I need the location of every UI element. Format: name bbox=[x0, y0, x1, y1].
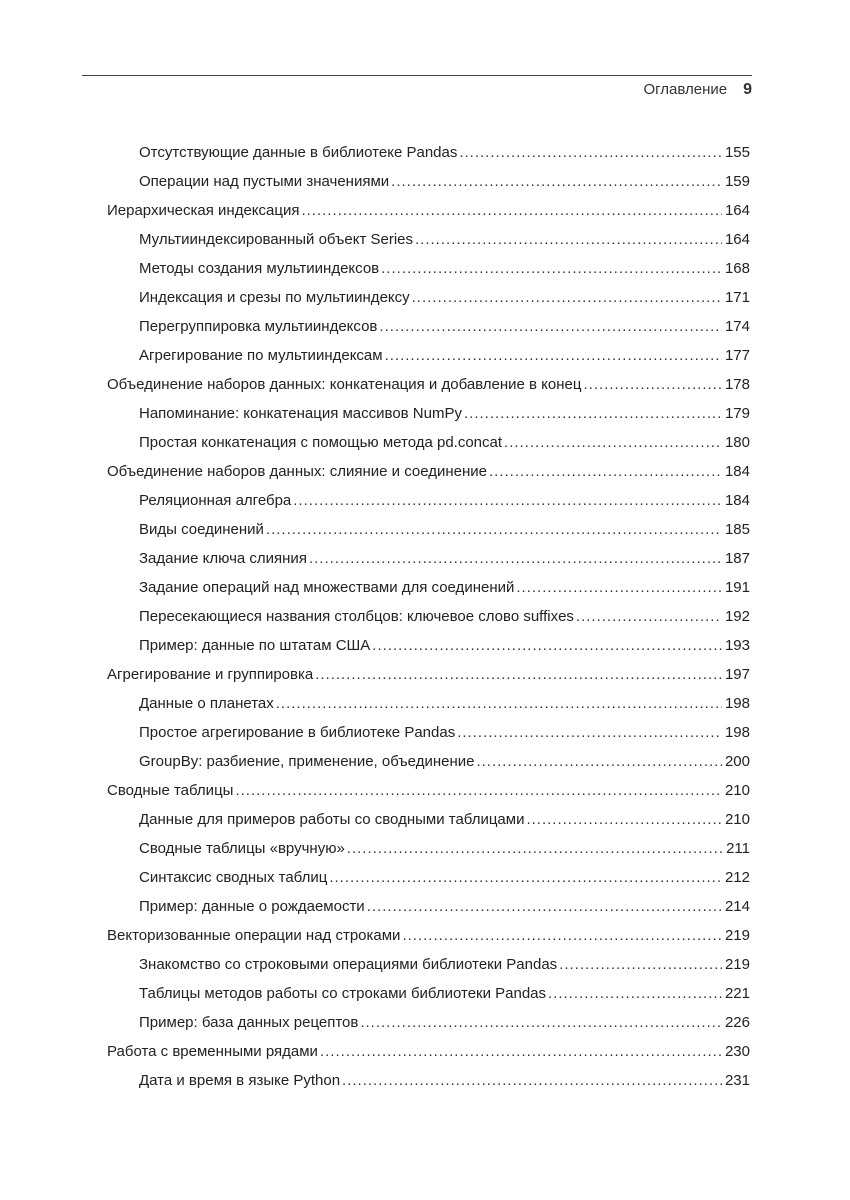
toc-entry-title: Индексация и срезы по мультииндексу bbox=[139, 289, 410, 306]
running-head-section: Оглавление bbox=[643, 81, 728, 98]
toc-subsection-entry bbox=[139, 428, 750, 457]
toc-entry-page: 184 bbox=[724, 492, 750, 509]
toc-entry-page: 177 bbox=[724, 347, 750, 364]
toc-entry-title: Работа с временными рядами bbox=[107, 1043, 318, 1060]
toc-entry-page: 219 bbox=[724, 956, 750, 973]
toc-dot-leader bbox=[548, 979, 722, 1008]
toc-subsection-entry bbox=[139, 312, 750, 341]
toc-dot-leader bbox=[342, 1066, 722, 1095]
toc-entry-page: 192 bbox=[724, 608, 750, 625]
toc-subsection-entry bbox=[139, 892, 750, 921]
toc-entry-title: Таблицы методов работы со строками библиотеки Pandas bbox=[139, 985, 547, 1002]
toc-dot-leader bbox=[559, 950, 722, 979]
toc-dot-leader bbox=[476, 747, 722, 776]
toc-entry-page: 178 bbox=[724, 376, 750, 393]
toc-entry-page: 191 bbox=[724, 579, 750, 596]
toc-entry-title: Напоминание: конкатенация массивов NumPy bbox=[139, 405, 462, 422]
page-number: 9 bbox=[743, 81, 752, 98]
toc-subsection-entry bbox=[139, 631, 750, 660]
toc-dot-leader bbox=[372, 631, 722, 660]
toc-entry-title: Сводные таблицы «вручную» bbox=[139, 840, 345, 857]
toc-entry-title: Агрегирование по мультииндексам bbox=[139, 347, 383, 364]
toc-subsection-entry bbox=[139, 950, 750, 979]
toc-dot-leader bbox=[504, 428, 722, 457]
toc-subsection-entry bbox=[139, 225, 750, 254]
toc-entry-page: 187 bbox=[724, 550, 750, 567]
toc-dot-leader bbox=[320, 1037, 722, 1066]
toc-subsection-entry bbox=[139, 283, 750, 312]
toc-entry-title: Простое агрегирование в библиотеке Pandas bbox=[139, 724, 456, 741]
toc-entry-title: Объединение наборов данных: слияние и соединение bbox=[107, 463, 487, 480]
toc-entry-title: Векторизованные операции над строками bbox=[107, 927, 401, 944]
toc-dot-leader bbox=[367, 892, 722, 921]
toc-dot-leader bbox=[391, 167, 722, 196]
toc-subsection-entry bbox=[139, 544, 750, 573]
toc-dot-leader bbox=[360, 1008, 722, 1037]
toc-section-entry bbox=[107, 457, 750, 486]
toc-entry-title: Данные о планетах bbox=[139, 695, 274, 712]
toc-entry-page: 210 bbox=[724, 811, 750, 828]
running-head bbox=[643, 81, 752, 99]
toc-entry-page: 231 bbox=[724, 1072, 750, 1089]
toc-entry-title: Объединение наборов данных: конкатенация и добавление в конец bbox=[107, 376, 582, 393]
toc-subsection-entry bbox=[139, 573, 750, 602]
toc-entry-page: 180 bbox=[724, 434, 750, 451]
toc-entry-title: Реляционная алгебра bbox=[139, 492, 292, 509]
toc-entry-title: Синтаксис сводных таблиц bbox=[139, 869, 328, 886]
toc-subsection-entry bbox=[139, 718, 750, 747]
toc-dot-leader bbox=[309, 544, 722, 573]
toc-dot-leader bbox=[526, 805, 722, 834]
toc-dot-leader bbox=[301, 196, 722, 225]
toc-subsection-entry bbox=[139, 689, 750, 718]
toc-subsection-entry bbox=[139, 1008, 750, 1037]
toc-entry-page: 210 bbox=[724, 782, 750, 799]
toc-entry-page: 226 bbox=[724, 1014, 750, 1031]
toc-entry-page: 179 bbox=[724, 405, 750, 422]
toc-entry-title: Задание операций над множествами для соединений bbox=[139, 579, 515, 596]
toc-entry-title: GroupBy: разбиение, применение, объединение bbox=[139, 753, 475, 770]
toc-dot-leader bbox=[464, 399, 722, 428]
toc-entry-title: Виды соединений bbox=[139, 521, 264, 538]
toc-entry-title: Иерархическая индексация bbox=[107, 202, 300, 219]
toc-entry-title: Методы создания мультииндексов bbox=[139, 260, 380, 277]
toc-entry-page: 212 bbox=[724, 869, 750, 886]
toc-subsection-entry bbox=[139, 486, 750, 515]
toc-dot-leader bbox=[235, 776, 722, 805]
toc-subsection-entry bbox=[139, 138, 750, 167]
toc-entry-title: Пересекающиеся названия столбцов: ключевое слово suffixes bbox=[139, 608, 574, 625]
toc-subsection-entry bbox=[139, 863, 750, 892]
toc-entry-page: 200 bbox=[724, 753, 750, 770]
toc-subsection-entry bbox=[139, 341, 750, 370]
toc-dot-leader bbox=[329, 863, 722, 892]
toc-dot-leader bbox=[516, 573, 722, 602]
toc-subsection-entry bbox=[139, 834, 750, 863]
toc-dot-leader bbox=[315, 660, 722, 689]
toc-dot-leader bbox=[459, 138, 722, 167]
toc-entry-title: Агрегирование и группировка bbox=[107, 666, 314, 683]
toc-section-entry bbox=[107, 370, 750, 399]
toc-section-entry bbox=[107, 1037, 750, 1066]
toc-subsection-entry bbox=[139, 747, 750, 776]
toc-section-entry bbox=[107, 660, 750, 689]
toc-entry-page: 184 bbox=[724, 463, 750, 480]
toc-entry-title: Пример: данные по штатам США bbox=[139, 637, 371, 654]
toc-entry-title: Мультииндексированный объект Series bbox=[139, 231, 414, 248]
toc-subsection-entry bbox=[139, 167, 750, 196]
toc-entry-title: Задание ключа слияния bbox=[139, 550, 307, 567]
toc-entry-title: Отсутствующие данные в библиотеке Pandas bbox=[139, 144, 458, 161]
toc-dot-leader bbox=[381, 254, 722, 283]
toc-dot-leader bbox=[276, 689, 722, 718]
toc-entry-page: 197 bbox=[724, 666, 750, 683]
toc-entry-title: Простая конкатенация с помощью метода pd.concat bbox=[139, 434, 503, 451]
toc-subsection-entry bbox=[139, 602, 750, 631]
toc-dot-leader bbox=[457, 718, 722, 747]
toc-dot-leader bbox=[415, 225, 722, 254]
toc-entry-title: Сводные таблицы bbox=[107, 782, 234, 799]
toc-entry-page: 174 bbox=[724, 318, 750, 335]
toc-entry-page: 219 bbox=[724, 927, 750, 944]
toc-entry-page: 168 bbox=[724, 260, 750, 277]
toc-subsection-entry bbox=[139, 979, 750, 1008]
toc-dot-leader bbox=[266, 515, 722, 544]
toc-entry-page: 230 bbox=[724, 1043, 750, 1060]
toc-dot-leader bbox=[412, 283, 722, 312]
toc-section-entry bbox=[107, 196, 750, 225]
toc-subsection-entry bbox=[139, 805, 750, 834]
toc-entry-page: 211 bbox=[726, 840, 750, 857]
toc-entry-page: 155 bbox=[724, 144, 750, 161]
toc-entry-title: Пример: база данных рецептов bbox=[139, 1014, 359, 1031]
toc-dot-leader bbox=[583, 370, 721, 399]
toc-entry-page: 164 bbox=[724, 231, 750, 248]
toc-entry-page: 214 bbox=[724, 898, 750, 915]
toc-subsection-entry bbox=[139, 515, 750, 544]
toc-entry-title: Данные для примеров работы со сводными таблицами bbox=[139, 811, 525, 828]
header-rule bbox=[82, 75, 752, 76]
toc-dot-leader bbox=[347, 834, 723, 863]
toc-entry-page: 159 bbox=[724, 173, 750, 190]
toc-entry-title: Пример: данные о рождаемости bbox=[139, 898, 365, 915]
toc-entry-page: 221 bbox=[724, 985, 750, 1002]
toc-dot-leader bbox=[385, 341, 722, 370]
toc-entry-page: 185 bbox=[724, 521, 750, 538]
toc-entry-page: 198 bbox=[724, 695, 750, 712]
toc-dot-leader bbox=[293, 486, 722, 515]
toc-section-entry bbox=[107, 776, 750, 805]
toc-dot-leader bbox=[402, 921, 722, 950]
toc-subsection-entry bbox=[139, 1066, 750, 1095]
toc-entry-page: 193 bbox=[724, 637, 750, 654]
toc-entry-page: 164 bbox=[724, 202, 750, 219]
toc-entry-title: Дата и время в языке Python bbox=[139, 1072, 341, 1089]
toc-subsection-entry bbox=[139, 399, 750, 428]
toc-dot-leader bbox=[489, 457, 722, 486]
toc-entry-title: Знакомство со строковыми операциями библиотеки Pandas bbox=[139, 956, 558, 973]
toc-dot-leader bbox=[379, 312, 722, 341]
toc-entry-page: 198 bbox=[724, 724, 750, 741]
toc-subsection-entry bbox=[139, 254, 750, 283]
toc-entry-title: Операции над пустыми значениями bbox=[139, 173, 390, 190]
toc-entry-title: Перегруппировка мультииндексов bbox=[139, 318, 378, 335]
toc-section-entry bbox=[107, 921, 750, 950]
toc-dot-leader bbox=[576, 602, 722, 631]
table-of-contents bbox=[0, 138, 850, 1095]
toc-entry-page: 171 bbox=[724, 289, 750, 306]
